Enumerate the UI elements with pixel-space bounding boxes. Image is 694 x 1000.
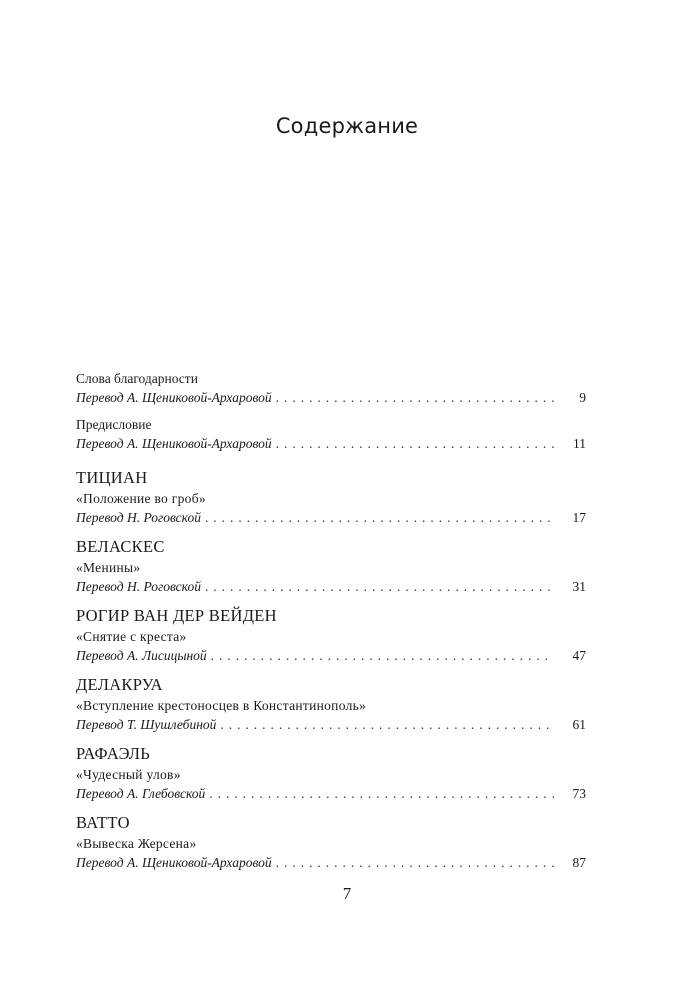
toc-entry-heading: Слова благодарности — [76, 371, 198, 386]
translator-credit: Перевод А. Щениковой-Архаровой — [76, 436, 272, 451]
chapter-artist: РОГИР ВАН ДЕР ВЕЙДЕН — [76, 606, 277, 625]
chapter-work: «Положение во гроб» — [76, 491, 206, 506]
page-title: Содержание — [275, 114, 419, 138]
translator-credit: Перевод Т. Шушлебиной — [76, 717, 217, 732]
toc-chapter-van-der-weyden — [76, 606, 586, 665]
chapter-work: «Вывеска Жерсена» — [76, 836, 197, 851]
chapter-artist: ВЕЛАСКЕС — [76, 537, 165, 556]
dot-leader — [276, 388, 554, 407]
toc-entry-line[interactable] — [76, 577, 586, 596]
dot-leader — [205, 508, 554, 527]
toc-entry-line[interactable] — [76, 784, 586, 803]
translator-credit: Перевод Н. Роговской — [76, 579, 201, 594]
toc-entry-acknowledgements — [76, 370, 586, 407]
page-number: 9 — [579, 390, 586, 405]
chapter-artist: ТИЦИАН — [76, 468, 148, 487]
dot-leader — [209, 784, 554, 803]
chapter-work: «Снятие с креста» — [76, 629, 187, 644]
toc-chapter-watteau — [76, 813, 586, 872]
toc-entry-line[interactable] — [76, 646, 586, 665]
chapter-work: «Менины» — [76, 560, 141, 575]
chapter-artist: ВАТТО — [76, 813, 130, 832]
toc-entry-line[interactable] — [76, 853, 586, 872]
toc-entry-heading: Предисловие — [76, 417, 152, 432]
chapter-artist: ДЕЛАКРУА — [76, 675, 163, 694]
dot-leader — [211, 646, 554, 665]
toc-entry-line[interactable] — [76, 434, 586, 453]
translator-credit: Перевод А. Лисицыной — [76, 648, 207, 663]
page-number: 73 — [572, 786, 586, 801]
chapter-work: «Чудесный улов» — [76, 767, 181, 782]
toc-chapter-delacroix — [76, 675, 586, 734]
dot-leader — [276, 853, 554, 872]
page-number: 47 — [572, 648, 586, 663]
page-number: 11 — [573, 436, 586, 451]
translator-credit: Перевод А. Глебовской — [76, 786, 206, 801]
chapter-artist: РАФАЭЛЬ — [76, 744, 151, 763]
page-number: 31 — [572, 579, 586, 594]
page-number: 17 — [572, 510, 586, 525]
toc-chapter-velazquez — [76, 537, 586, 596]
translator-credit: Перевод А. Щениковой-Архаровой — [76, 390, 272, 405]
table-of-contents — [76, 370, 586, 882]
dot-leader — [205, 577, 554, 596]
toc-entry-line[interactable] — [76, 508, 586, 527]
chapter-work: «Вступление крестоносцев в Константинополь» — [76, 698, 367, 713]
toc-chapter-raphael — [76, 744, 586, 803]
page-number: 61 — [572, 717, 586, 732]
toc-chapter-titian — [76, 468, 586, 527]
page-folio: 7 — [342, 884, 352, 903]
translator-credit: Перевод Н. Роговской — [76, 510, 201, 525]
toc-entry-line[interactable] — [76, 715, 586, 734]
dot-leader — [220, 715, 554, 734]
page-number: 87 — [572, 855, 586, 870]
dot-leader — [276, 434, 554, 453]
translator-credit: Перевод А. Щениковой-Архаровой — [76, 855, 272, 870]
toc-entry-preface — [76, 416, 586, 453]
toc-entry-line[interactable] — [76, 388, 586, 407]
